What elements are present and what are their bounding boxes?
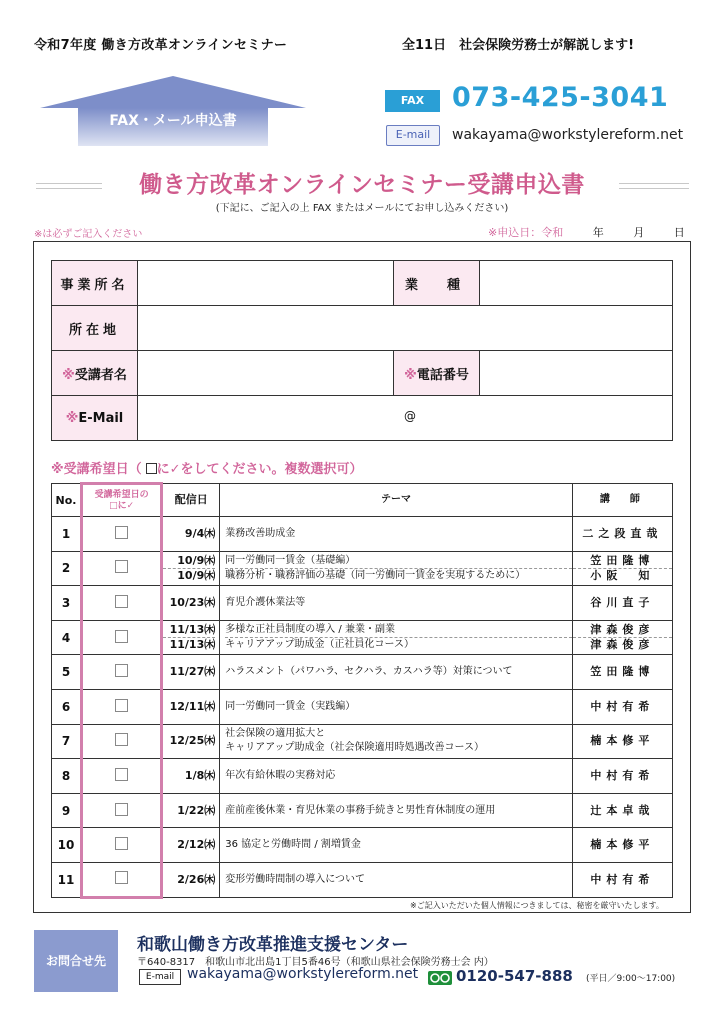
application-badge-label: FAX・メール申込書 (109, 113, 237, 129)
row-date (162, 655, 220, 690)
row-theme (220, 689, 573, 724)
row-lecturer-line: 楠本修平 (590, 734, 655, 748)
row-number: 8 (52, 759, 82, 794)
row-number: 5 (52, 655, 82, 690)
email-address[interactable]: wakayama@workstylereform.net (452, 127, 684, 143)
schedule-row (52, 551, 673, 586)
row-lecturer (572, 620, 672, 655)
row-date-line: 11/27㈭ (169, 665, 216, 679)
date-unit-day: 日 (673, 226, 685, 239)
row-theme-line: 36 協定と労働時間 / 割増賃金 (225, 839, 361, 851)
schedule-row (52, 793, 673, 828)
row-number: 4 (52, 620, 82, 655)
row-theme-line: キャリアアップ助成金（正社員化コース） (225, 637, 572, 652)
header-check-line2: □に✓ (109, 500, 135, 511)
row-theme-line: 同一労働同一賃金（基礎編） (225, 554, 356, 566)
row-theme (220, 551, 573, 586)
schedule-header-row (52, 484, 673, 517)
phone-label (394, 351, 480, 396)
email-label (52, 396, 138, 441)
row-date-line: 11/13㈭ (163, 637, 215, 652)
row-number: 7 (52, 724, 82, 759)
row-number: 9 (52, 793, 82, 828)
row-theme (220, 620, 573, 655)
row-number: 10 (52, 828, 82, 863)
attendee-label (52, 351, 138, 396)
industry-field[interactable] (480, 261, 673, 306)
header-theme: テーマ (220, 484, 573, 517)
email-badge: E-mail (386, 125, 440, 146)
row-date (162, 793, 220, 828)
date-unit-month: 月 (633, 226, 645, 239)
preference-heading-suffix: に✓をしてください。複数選択可） (156, 462, 363, 477)
row-lecturer-line: 辻本卓哉 (590, 803, 655, 817)
industry-label: 業 種 (394, 261, 480, 306)
schedule-row (52, 689, 673, 724)
attend-checkbox[interactable] (115, 595, 128, 608)
privacy-note: ※ご記入いただいた個人情報につきましては、秘密を厳守いたします。 (410, 901, 664, 910)
schedule-row (52, 586, 673, 621)
row-check-cell (82, 828, 162, 863)
row-theme-line: 社会保険の適用拡大と (225, 728, 326, 740)
row-theme-line: 変形労働時間制の導入について (225, 873, 366, 885)
row-lecturer (572, 551, 672, 586)
phone-field[interactable] (480, 351, 673, 396)
row-theme-line: 業務改善助成金 (225, 527, 296, 539)
business-name-field[interactable] (138, 261, 394, 306)
header-no: No. (52, 484, 82, 517)
row-check-cell (82, 517, 162, 552)
address-field[interactable] (138, 306, 673, 351)
row-date (162, 586, 220, 621)
contact-label: お問合せ先 (34, 930, 118, 992)
row-theme (220, 517, 573, 552)
row-lecturer-line: 小阪 知 (573, 568, 672, 583)
row-lecturer-line: 二之段直哉 (582, 526, 663, 540)
row-check-cell (82, 655, 162, 690)
row-check-cell (82, 862, 162, 897)
schedule-row (52, 655, 673, 690)
attend-checkbox[interactable] (115, 526, 128, 539)
free-dial-number[interactable]: 0120-547-888 (456, 967, 573, 985)
row-date (162, 689, 220, 724)
fax-badge: FAX (385, 90, 440, 112)
attend-checkbox[interactable] (115, 803, 128, 816)
schedule-row (52, 620, 673, 655)
row-check-cell (82, 586, 162, 621)
application-house-badge (40, 76, 306, 146)
row-theme (220, 586, 573, 621)
schedule-table (51, 482, 673, 899)
row-theme-line: 職務分析・職務評価の基礎（同一労働同一賃金を実現するために） (225, 568, 572, 583)
row-lecturer-line: 中村有希 (590, 699, 655, 713)
row-date-line: 12/11㈭ (169, 699, 216, 713)
email-label-text: E-Mail (78, 410, 124, 426)
header-date: 配信日 (162, 484, 220, 517)
row-theme-line: 育児介護休業法等 (225, 596, 306, 608)
center-email[interactable]: wakayama@workstylereform.net (187, 966, 419, 982)
row-theme-line: キャリアアップ助成金（社会保険適用時処遇改善コース） (225, 742, 485, 754)
schedule-row (52, 759, 673, 794)
row-date-line: 1/8㈭ (184, 768, 216, 782)
row-theme (220, 793, 573, 828)
row-date (162, 828, 220, 863)
row-lecturer (572, 724, 672, 759)
row-lecturer-line: 津森俊彦 (573, 637, 672, 652)
attend-checkbox[interactable] (115, 837, 128, 850)
row-lecturer (572, 759, 672, 794)
row-lecturer (572, 586, 672, 621)
row-lecturer-line: 津森俊彦 (590, 623, 655, 637)
row-date-line: 10/9㈭ (163, 568, 215, 583)
row-date (162, 620, 220, 655)
row-theme-line: 産前産後休業・育児休業の事務手続きと男性育休制度の運用 (225, 804, 496, 816)
office-hours: (平日／9:00～17:00) (586, 974, 676, 984)
row-number: 3 (52, 586, 82, 621)
row-theme (220, 724, 573, 759)
free-dial-icon (428, 971, 452, 985)
title-rule-left (36, 183, 102, 189)
form-title: 働き方改革オンラインセミナー受講申込書 (139, 172, 585, 198)
row-date (162, 862, 220, 897)
row-theme (220, 655, 573, 690)
center-address: 〒640-8317 和歌山市北出島1丁目5番46号（和歌山県社会保険労務士会 内） (137, 957, 494, 968)
attendee-field[interactable] (138, 351, 394, 396)
row-number: 11 (52, 862, 82, 897)
row-theme-line: 年次有給休暇の実務対応 (225, 769, 336, 781)
title-rule-right (619, 183, 689, 189)
row-lecturer (572, 862, 672, 897)
row-lecturer-line: 谷川直子 (590, 595, 655, 609)
row-theme (220, 862, 573, 897)
row-lecturer-line: 笠田隆博 (590, 665, 655, 679)
attend-checkbox[interactable] (115, 560, 128, 573)
row-number: 2 (52, 551, 82, 586)
row-date-line: 9/4㈭ (184, 526, 216, 540)
attend-checkbox[interactable] (115, 664, 128, 677)
row-lecturer (572, 793, 672, 828)
row-lecturer (572, 689, 672, 724)
row-date-line: 2/12㈭ (177, 838, 216, 852)
schedule-row (52, 862, 673, 897)
attend-checkbox[interactable] (115, 699, 128, 712)
row-number: 1 (52, 517, 82, 552)
attend-checkbox[interactable] (115, 871, 128, 884)
seminar-header-left: 令和7年度 働き方改革オンラインセミナー (34, 38, 288, 53)
application-date[interactable] (488, 224, 685, 240)
row-check-cell (82, 620, 162, 655)
row-date-line: 11/13㈭ (169, 623, 216, 637)
row-date-line: 2/26㈭ (177, 872, 216, 886)
header-check (82, 484, 162, 517)
row-lecturer-line: 中村有希 (590, 872, 655, 886)
row-date (162, 517, 220, 552)
row-date-line: 10/23㈭ (169, 595, 216, 609)
row-date (162, 759, 220, 794)
row-lecturer-line: 楠本修平 (590, 838, 655, 852)
row-check-cell (82, 793, 162, 828)
attend-checkbox[interactable] (115, 768, 128, 781)
date-unit-year: 年 (592, 226, 604, 239)
schedule-row (52, 828, 673, 863)
row-lecturer-line: 中村有希 (590, 768, 655, 782)
row-theme-line: 同一労働同一賃金（実践編） (225, 700, 356, 712)
header-check-line1: 受講希望日の (94, 489, 149, 500)
attend-checkbox[interactable] (115, 733, 128, 746)
row-check-cell (82, 724, 162, 759)
schedule-row (52, 517, 673, 552)
attendee-required-mark: ※ (62, 367, 75, 383)
phone-label-text: 電話番号 (416, 367, 469, 383)
email-required-mark: ※ (65, 410, 79, 426)
row-lecturer-line: 笠田隆博 (590, 553, 655, 567)
row-lecturer (572, 828, 672, 863)
row-number: 6 (52, 689, 82, 724)
row-check-cell (82, 551, 162, 586)
required-note: ※は必ずご記入ください (34, 229, 143, 240)
application-date-label: ※申込日：令和 (488, 226, 564, 239)
center-email-badge: E-mail (139, 969, 181, 985)
row-check-cell (82, 689, 162, 724)
schedule-row (52, 724, 673, 759)
business-name-label: 事業所名 (52, 261, 138, 306)
row-date-line: 10/9㈭ (177, 553, 216, 567)
fax-number: 073-425-3041 (452, 82, 669, 113)
attendee-label-text: 受講者名 (74, 367, 127, 383)
row-theme-line: 多様な正社員制度の導入 / 兼業・副業 (225, 624, 395, 636)
email-at-sign: @ (404, 409, 416, 423)
row-theme (220, 759, 573, 794)
row-theme (220, 828, 573, 863)
row-date-line: 12/25㈭ (169, 734, 216, 748)
preference-heading (51, 458, 363, 477)
row-lecturer (572, 655, 672, 690)
row-date (162, 724, 220, 759)
header-lecturer: 講 師 (572, 484, 672, 517)
checkbox-sample-icon (146, 463, 157, 474)
row-date (162, 551, 220, 586)
row-check-cell (82, 759, 162, 794)
row-theme-line: ハラスメント（パワハラ、セクハラ、カスハラ等）対策について (225, 666, 513, 678)
applicant-info-table (51, 260, 673, 441)
phone-required-mark: ※ (404, 367, 417, 383)
seminar-header-right: 全11日 社会保険労務士が解説します! (402, 38, 635, 53)
row-date-line: 1/22㈭ (177, 803, 216, 817)
preference-heading-prefix: ※受講希望日（ (51, 462, 142, 477)
row-lecturer (572, 517, 672, 552)
address-label: 所在地 (52, 306, 138, 351)
attend-checkbox[interactable] (115, 630, 128, 643)
center-name: 和歌山働き方改革推進支援センター (137, 935, 409, 955)
form-subtitle: (下記に、ご記入の上 FAX またはメールにてお申し込みください) (215, 203, 509, 214)
